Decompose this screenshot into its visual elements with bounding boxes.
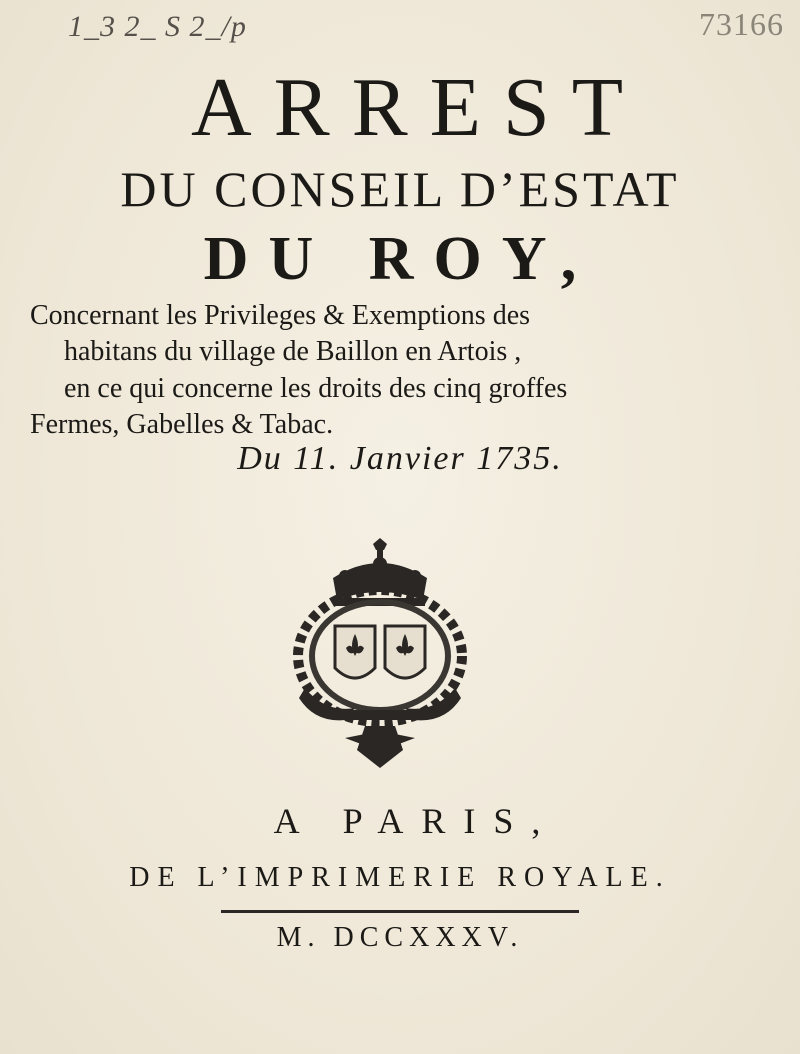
imprint-city: A PARIS, — [273, 801, 559, 841]
title-arrest: ARREST — [190, 61, 646, 154]
title-conseil: DU CONSEIL D’ESTAT — [120, 161, 680, 217]
concerning-line-3: en ce qui concerne les droits des cinq groffes — [64, 372, 568, 404]
imprint-printer: DE L’IMPRIMERIE ROYALE. — [129, 862, 671, 893]
decree-date: Du 11. Janvier 1735. — [237, 440, 563, 477]
manuscript-note-top-left: 1_3 2_ S 2_/p — [68, 10, 247, 43]
concerning-line-2: habitans du village de Baillon en Artois , — [64, 336, 522, 368]
concerning-paragraph — [30, 298, 790, 444]
concerning-line-1: Concernant les Privileges & Exemptions des — [30, 300, 531, 331]
concerning-line-4: Fermes, Gabelles & Tabac. — [30, 409, 334, 441]
royal-arms-emblem — [285, 538, 475, 774]
manuscript-note-top-right: 73166 — [699, 6, 784, 42]
title-roy: DU ROY, — [203, 225, 597, 293]
divider-rule — [221, 910, 579, 913]
imprint-year: M. DCCXXXV. — [276, 922, 524, 953]
